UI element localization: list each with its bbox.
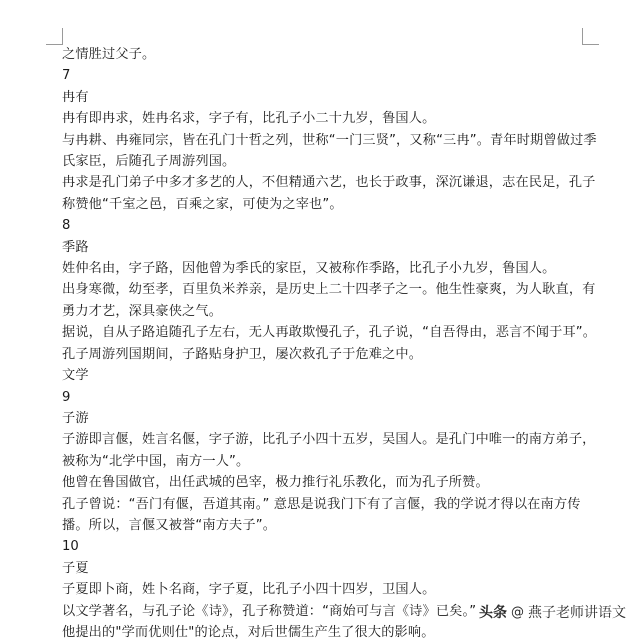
page-corner-mark-top-left bbox=[46, 28, 63, 45]
text-line: 他提出的"学而优则仕"的论点，对后世儒生产生了很大的影响。 bbox=[62, 624, 435, 640]
text-line: 据说，自从子路追随孔子左右，无人再敢欺慢孔子，孔子说，“自吾得由，恶言不闻于耳”。 bbox=[62, 325, 597, 341]
section-number: 8 bbox=[62, 218, 71, 234]
text-paragraph: 冉求是孔门弟子中多才多艺的人，不但精通六艺，也长于政事，深沉谦退，志在民足，孔子称赞他“千室之邑，百乘之家，可使为之宰也”。 bbox=[62, 175, 596, 212]
category-heading: 文学 bbox=[62, 368, 89, 384]
document-body bbox=[62, 44, 602, 643]
text-line: 以文学著名，与孔子论《诗》，孔子称赞道：“商始可与言《诗》已矣。” bbox=[62, 603, 477, 619]
page-corner-mark-top-right bbox=[582, 28, 599, 45]
watermark-at: @ bbox=[511, 605, 524, 620]
section-number: 9 bbox=[62, 389, 71, 405]
text-paragraph: 孔子曾说：“吾门有偃，吾道其南。” 意思是说我门下有了言偃，我的学说才得以在南方传播。所以，言偃又被誉“南方夫子”。 bbox=[62, 496, 581, 533]
section-heading: 季路 bbox=[62, 239, 89, 255]
text-paragraph: 与冉耕、冉雍同宗，皆在孔门十哲之列，世称“一门三贤”，又称“三冉”。青年时期曾做过季氏家臣，后随孔子周游列国。 bbox=[62, 132, 597, 170]
text-line: 冉有即冉求，姓冉名求，字子有，比孔子小二十九岁，鲁国人。 bbox=[62, 111, 436, 127]
section-heading: 冉有 bbox=[62, 89, 89, 105]
section-number: 7 bbox=[62, 68, 71, 84]
section-number: 10 bbox=[62, 539, 79, 555]
text-line: 之情胜过父子。 bbox=[62, 47, 156, 62]
section-heading: 子夏 bbox=[62, 560, 89, 576]
text-line: 孔子周游列国期间，子路贴身护卫，屡次救孔子于危难之中。 bbox=[62, 346, 423, 362]
text-line: 他曾在鲁国做官，出任武城的邑宰，极力推行礼乐教化，而为孔子所赞。 bbox=[62, 475, 489, 491]
watermark-logo: 头条 bbox=[479, 605, 507, 621]
author-watermark bbox=[479, 604, 626, 622]
text-line: 姓仲名由，字子路，因他曾为季氏的家臣，又被称作季路，比孔子小九岁，鲁国人。 bbox=[62, 261, 556, 277]
section-heading: 子游 bbox=[62, 410, 89, 426]
text-line: 子夏即卜商，姓卜名商，字子夏，比孔子小四十四岁，卫国人。 bbox=[62, 582, 436, 598]
watermark-author: 燕子老师讲语文 bbox=[528, 605, 626, 621]
text-paragraph: 子游即言偃，姓言名偃，字子游，比孔子小四十五岁，吴国人。是孔门中唯一的南方弟子，被称为“北学中国，南方一人”。 bbox=[62, 432, 596, 469]
text-paragraph: 出身寒微，幼至孝，百里负米养亲，是历史上二十四孝子之一。他生性豪爽，为人耿直，有勇力才艺，深具豪侠之气。 bbox=[62, 282, 596, 319]
